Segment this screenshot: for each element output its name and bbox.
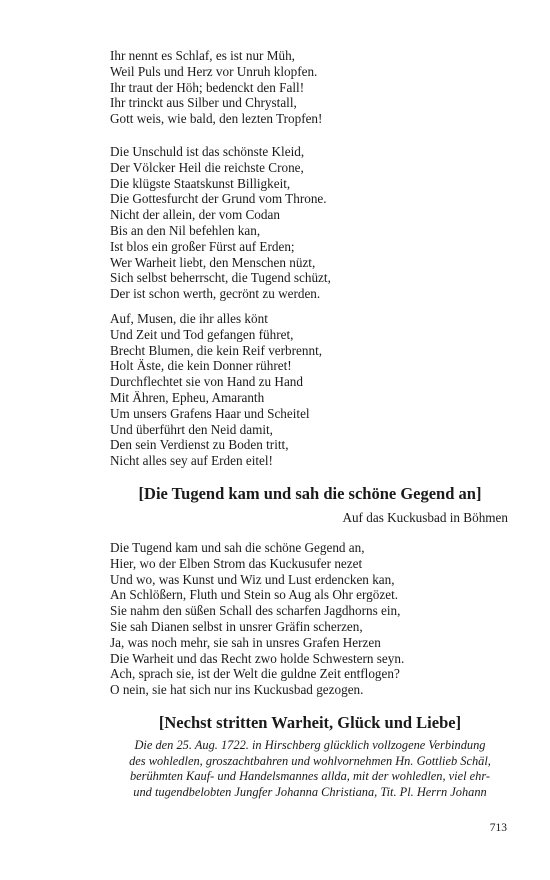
verse-line: Wer Warheit liebt, den Menschen nüzt, <box>110 254 316 270</box>
verse-line: Und überführt den Neid damit, <box>110 421 273 437</box>
verse-line: Nicht der allein, der vom Codan <box>110 207 280 223</box>
verse-line: Weil Puls und Herz vor Unruh klopfen. <box>110 63 318 79</box>
verse-line: Den sein Verdienst zu Boden tritt, <box>110 437 289 453</box>
verse-line: Die Warheit und das Recht zwo holde Schwestern seyn. <box>110 650 405 666</box>
verse-line: Sie nahm den süßen Schall des scharfen Jagdhorns ein, <box>110 603 401 619</box>
verse-line: Ist blos ein großer Fürst auf Erden; <box>110 238 295 254</box>
verse-line: Ihr nennt es Schlaf, es ist nur Müh, <box>110 48 295 63</box>
dedication-line: und tugendbelobten Jungfer Johanna Christiana, Tit. Pl. Herrn Johann <box>133 784 487 799</box>
verse-line: O nein, sie hat sich nur ins Kuckusbad gezogen. <box>110 682 364 698</box>
verse-line: Die Tugend kam und sah die schöne Gegend an, <box>110 540 365 555</box>
verse-line: Der Völcker Heil die reichste Crone, <box>110 159 304 175</box>
verse-line: Holt Äste, die kein Donner rühret! <box>110 358 292 374</box>
verse-line: Der ist schon werth, gecrönt zu werden. <box>110 286 321 302</box>
verse-line: Mit Ähren, Epheu, Amaranth <box>110 389 265 405</box>
verse-line: Ihr trinckt aus Silber und Chrystall, <box>110 95 297 111</box>
verse-line: An Schlößern, Fluth und Stein so Aug als Ohr ergözet. <box>110 587 399 603</box>
verse-line: Ach, sprach sie, ist der Welt die guldne Zeit entflogen? <box>110 666 400 682</box>
verse-line: Bis an den Nil befehlen kan, <box>110 222 261 238</box>
poem-stanza-1 <box>110 48 510 127</box>
dedication-line: Die den 25. Aug. 1722. in Hirschberg glücklich vollzogene Verbindung <box>134 738 486 752</box>
verse-line: Auf, Musen, die ihr alles könt <box>110 311 268 326</box>
verse-line: Sie sah Dianen selbst in unsrer Gräfin scherzen, <box>110 618 363 634</box>
verse-line: Die Unschuld ist das schönste Kleid, <box>110 144 305 159</box>
verse-line: Und wo, was Kunst und Wiz und Lust erdencken kan, <box>110 571 395 587</box>
poem-stanza-4 <box>110 540 510 698</box>
verse-line: Sich selbst beherrscht, die Tugend schüzt, <box>110 270 331 286</box>
dedication-text <box>110 738 510 800</box>
poem-heading: [Nechst stritten Warheit, Glück und Liebe] <box>158 713 462 732</box>
verse-line: Um unsers Grafens Haar und Scheitel <box>110 405 310 421</box>
page-number: 713 <box>489 822 507 834</box>
verse-line: Durchflechtet sie von Hand zu Hand <box>110 374 303 390</box>
dedication-line: des wohledlen, groszachtbahren und wohlvornehmen Hn. Gottlieb Schäl, <box>129 753 491 768</box>
verse-line: Nicht alles sey auf Erden eitel! <box>110 453 273 469</box>
verse-line: Hier, wo der Elben Strom das Kuckusufer nezet <box>110 555 363 571</box>
poem-stanza-3 <box>110 311 510 469</box>
verse-line: Die Gottesfurcht der Grund vom Throne. <box>110 191 327 207</box>
poem-subtitle: Auf das Kuckusbad in Böhmen <box>342 510 508 525</box>
verse-line: Ja, was noch mehr, sie sah in unsres Grafen Herzen <box>110 634 381 650</box>
verse-line: Brecht Blumen, die kein Reif verbrennt, <box>110 342 323 358</box>
dedication-line: berühmten Kauf- und Handelsmannes allda, mit der wohledlen, viel ehr- <box>129 769 491 783</box>
poem-stanza-2 <box>110 144 510 302</box>
verse-line: Und Zeit und Tod gefangen führet, <box>110 326 294 342</box>
verse-line: Gott weis, wie bald, den lezten Tropfen! <box>110 111 323 127</box>
verse-line: Die klügste Staatskunst Billigkeit, <box>110 175 291 191</box>
poem-heading: [Die Tugend kam und sah die schöne Gegend an] <box>138 484 482 503</box>
verse-line: Ihr traut der Höh; bedenckt den Fall! <box>110 79 305 95</box>
